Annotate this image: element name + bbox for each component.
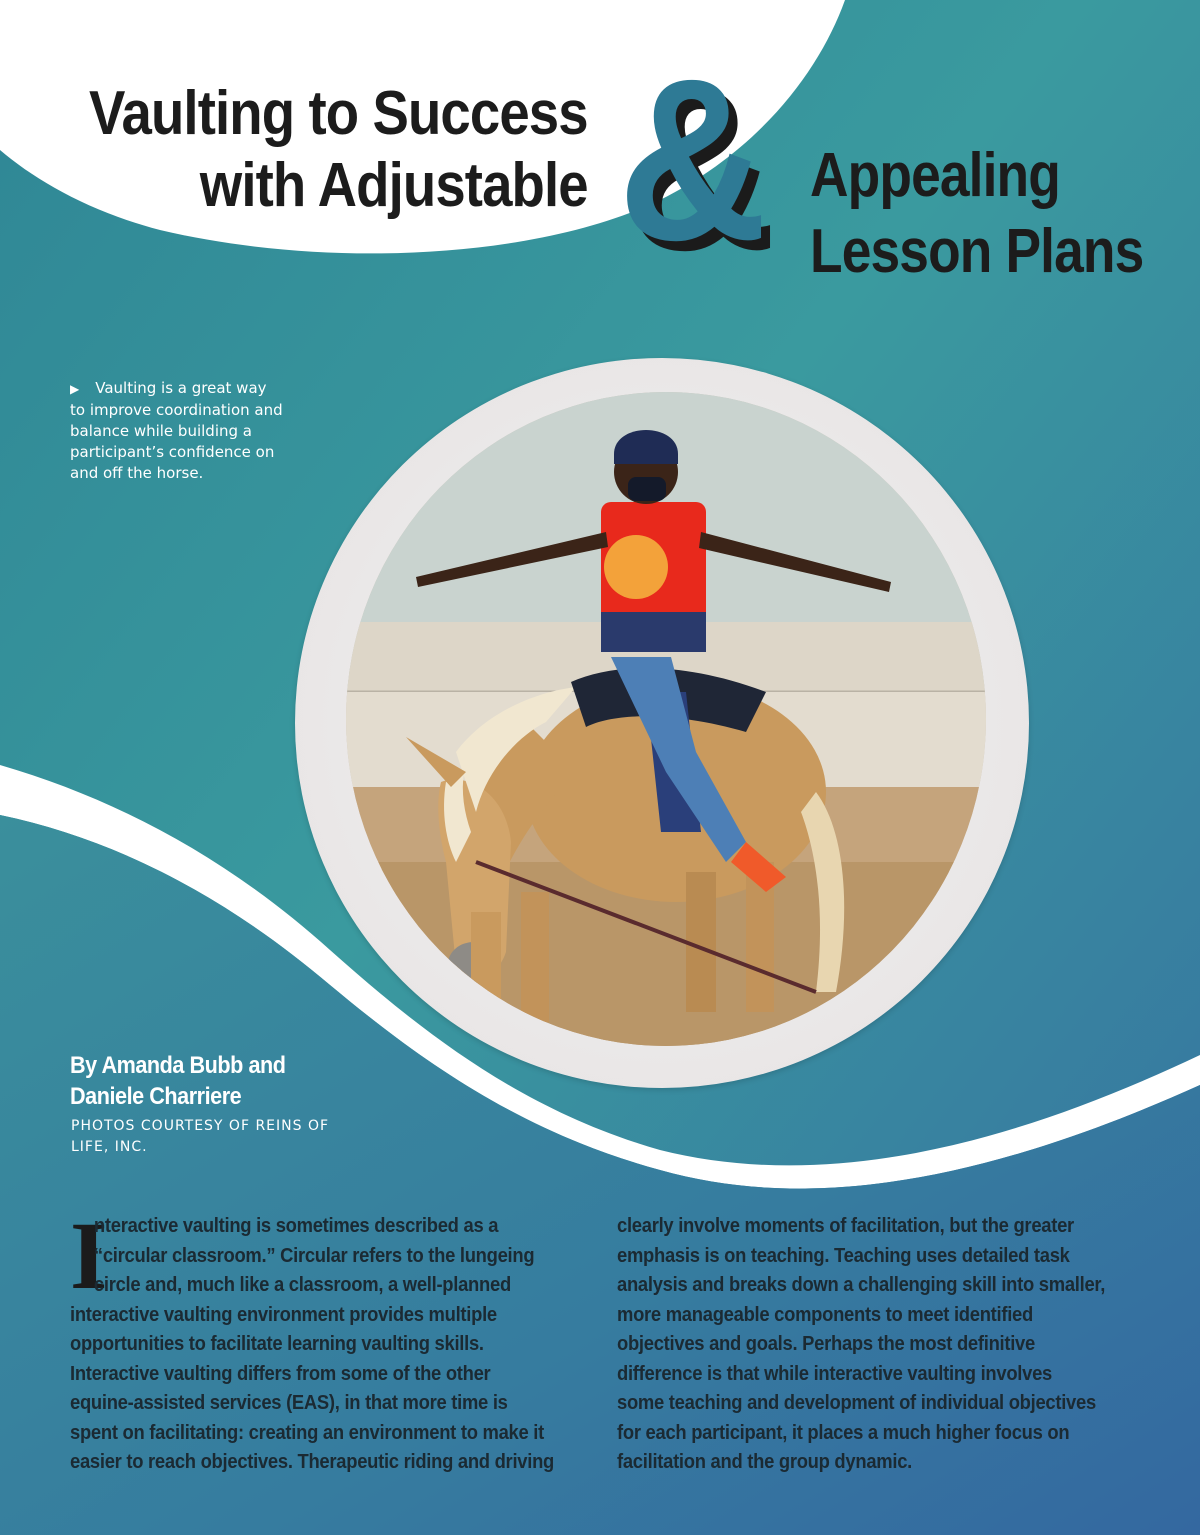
article-line: more manageable components to meet identified xyxy=(617,1303,1033,1326)
article-line: opportunities to facilitate learning vaulting skills. xyxy=(70,1333,484,1355)
article-line: for each participant, it places a much higher focus on xyxy=(617,1421,1070,1444)
vaulting-photo-illustration xyxy=(346,392,986,1046)
article-line: facilitation and the group dynamic. xyxy=(617,1451,913,1473)
article-line: analysis and breaks down a challenging skill into smaller, xyxy=(617,1274,1106,1296)
title-right-line-2: Lesson Plans xyxy=(810,217,1144,286)
title-right-line-1: Appealing xyxy=(810,141,1060,210)
article-line: objectives and goals. Perhaps the most definitive xyxy=(617,1333,1035,1355)
article-line: emphasis is on teaching. Teaching uses detailed task xyxy=(617,1244,1070,1267)
article-line: interactive vaulting environment provides multiple xyxy=(70,1303,497,1326)
byline-line-2: Daniele Charriere xyxy=(70,1083,242,1110)
article-line: some teaching and development of individual objectives xyxy=(617,1392,1096,1414)
article-line: Interactive vaulting differs from some of the other xyxy=(70,1362,491,1385)
article-line: equine-assisted services (EAS), in that more time is xyxy=(70,1392,508,1414)
article-line: easier to reach objectives. Therapeutic riding and driving xyxy=(70,1451,555,1473)
caption-text: Vaulting is a great way to improve coordination and balance while building a participant’s confidence on and off the horse. xyxy=(70,379,283,482)
title-right xyxy=(810,138,1143,290)
triangle-right-icon: ▶ xyxy=(70,382,80,396)
drop-cap: I xyxy=(70,1202,108,1309)
article-line: “circular classroom.” Circular refers to the lungeing xyxy=(93,1244,535,1267)
article-line: nteractive vaulting is sometimes described as a xyxy=(93,1215,499,1237)
title-left-line-1: Vaulting to Success xyxy=(89,79,588,148)
author-byline xyxy=(70,1050,286,1112)
vaulting-photo xyxy=(346,392,986,1046)
article-line: circle and, much like a classroom, a well-planned xyxy=(93,1274,511,1296)
photo-caption xyxy=(70,378,285,484)
article-line: spent on facilitating: creating an environment to make it xyxy=(70,1421,545,1444)
photo-credit: PHOTOS COURTESY OF REINS OF LIFE, INC. xyxy=(71,1118,330,1155)
article-column-right xyxy=(617,1212,1147,1478)
article-column-left xyxy=(70,1202,590,1478)
article-line: difference is that while interactive vaulting involves xyxy=(617,1362,1053,1385)
title-left-line-2: with Adjustable xyxy=(200,151,589,220)
ampersand-graphic: & xyxy=(618,31,768,288)
title-left xyxy=(89,78,588,222)
byline-line-1: By Amanda Bubb and xyxy=(70,1052,286,1079)
article-line: clearly involve moments of facilitation, but the greater xyxy=(617,1215,1074,1237)
